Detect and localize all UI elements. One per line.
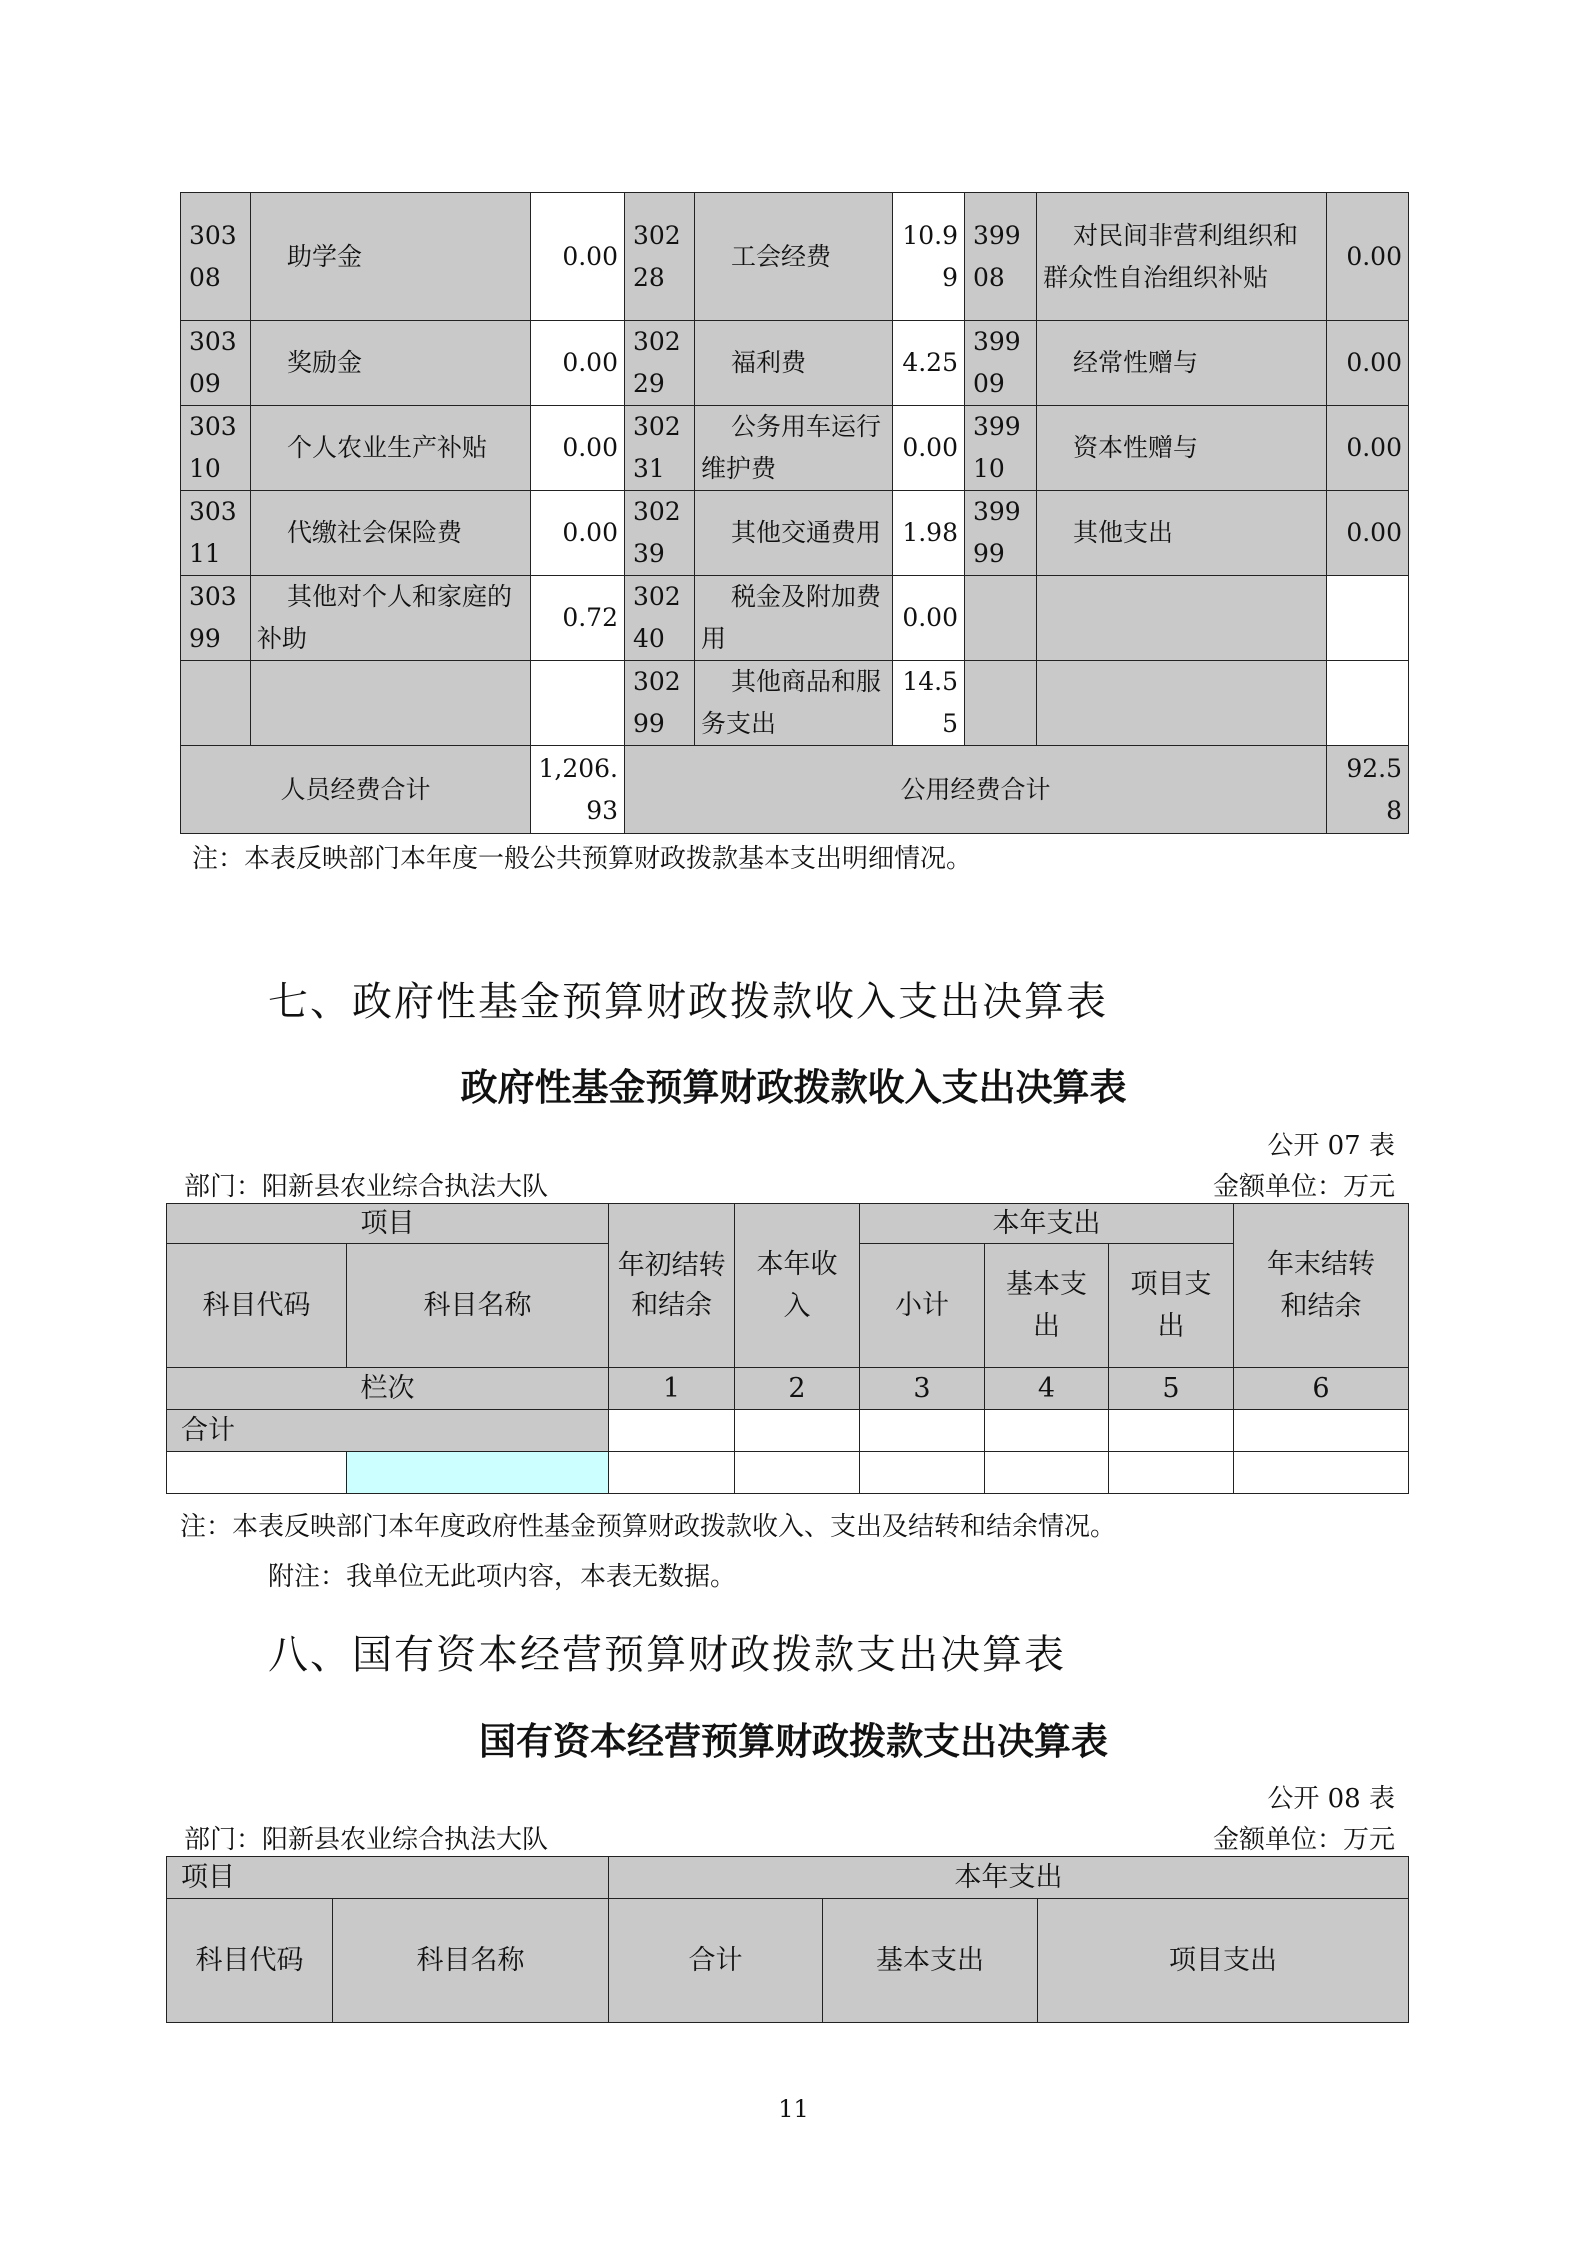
empty-cell [985,1452,1109,1494]
section8-dept: 部门：阳新县农业综合执法大队 [184,1825,549,1855]
code-cell: 39908 [965,193,1037,321]
value-cell: 0.00 [531,321,625,406]
personnel-total-label: 人员经费合计 [181,746,531,834]
name-cell [1037,661,1327,746]
t2-project-header [1109,1244,1234,1368]
empty-cell [735,1410,860,1452]
section7-dept: 部门：阳新县农业综合执法大队 [184,1172,549,1202]
t2-end-balance-text: 年末结转和结余 [1267,1248,1375,1322]
t3-item-header: 项目 [167,1857,609,1899]
public-total-value: 92.58 [1327,746,1409,834]
empty-cell [609,1452,735,1494]
section7-table-no: 公开 07 表 [1267,1131,1395,1161]
name-cell: 其他对个人和家庭的补助 [251,576,531,661]
name-cell [251,661,531,746]
t2-subtotal-header: 小计 [860,1244,985,1368]
code-cell: 30309 [181,321,251,406]
t2-expense-header: 本年支出 [860,1204,1234,1244]
name-cell: 经常性赠与 [1037,321,1327,406]
code-cell: 30240 [625,576,695,661]
section8-heading: 八、国有资本经营预算财政拨款支出决算表 [268,1632,1066,1678]
column-number: 6 [1234,1368,1409,1410]
empty-cell [860,1452,985,1494]
value-cell: 4.25 [893,321,965,406]
t2-code-header: 科目代码 [167,1244,347,1368]
value-cell [1327,576,1409,661]
name-cell [1037,576,1327,661]
value-cell [1327,661,1409,746]
value-cell: 0.00 [1327,193,1409,321]
code-cell: 30228 [625,193,695,321]
t2-project-text: 项目支出 [1130,1268,1212,1342]
value-cell [531,661,625,746]
state-capital-table [166,1856,1409,2023]
t2-income-header [735,1204,860,1368]
name-cell: 资本性赠与 [1037,406,1327,491]
t3-expense-header: 本年支出 [609,1857,1409,1899]
empty-cell [860,1410,985,1452]
column-number: 2 [735,1368,860,1410]
section8-table-no: 公开 08 表 [1267,1784,1395,1814]
table-row [181,193,1409,321]
value-cell: 0.00 [893,576,965,661]
name-cell: 福利费 [695,321,893,406]
code-cell [965,576,1037,661]
basic-expense-detail-table [180,192,1409,834]
t2-basic-text: 基本支出 [1005,1268,1087,1342]
section7-note: 注：本表反映部门本年度政府性基金预算财政拨款收入、支出及结转和结余情况。 [180,1512,1117,1542]
value-cell: 0.00 [531,193,625,321]
t2-begin-balance-header [609,1204,735,1368]
name-cell: 其他商品和服务支出 [695,661,893,746]
t2-name-header: 科目名称 [347,1244,609,1368]
value-cell: 10.99 [893,193,965,321]
t3-total-header: 合计 [609,1899,823,2023]
t2-basic-header [985,1244,1109,1368]
section7-title: 政府性基金预算财政拨款收入支出决算表 [460,1066,1127,1109]
t2-income-text: 本年收入 [756,1248,838,1322]
table-row [181,491,1409,576]
empty-cell [1109,1452,1234,1494]
t2-end-balance-header [1234,1204,1409,1368]
value-cell: 0.00 [531,491,625,576]
table1-note: 注：本表反映部门本年度一般公共预算财政拨款基本支出明细情况。 [192,844,973,874]
name-cell: 公务用车运行维护费 [695,406,893,491]
empty-cell [735,1452,860,1494]
code-cell [181,661,251,746]
code-cell: 30231 [625,406,695,491]
code-cell: 39909 [965,321,1037,406]
code-cell: 30311 [181,491,251,576]
name-cell: 其他支出 [1037,491,1327,576]
code-cell: 30299 [625,661,695,746]
value-cell: 0.00 [1327,406,1409,491]
code-cell: 30229 [625,321,695,406]
empty-cell [1234,1410,1409,1452]
name-cell: 代缴社会保险费 [251,491,531,576]
table-row [181,576,1409,661]
t2-begin-balance-text: 年初结转和结余 [617,1249,726,1321]
empty-cell [609,1410,735,1452]
table-row [181,406,1409,491]
column-number: 5 [1109,1368,1234,1410]
name-cell: 个人农业生产补贴 [251,406,531,491]
t2-empty-code [167,1452,347,1494]
value-cell: 0.00 [531,406,625,491]
page-number: 11 [778,2095,809,2123]
public-total-label: 公用经费合计 [625,746,1327,834]
personnel-total-value: 1,206.93 [531,746,625,834]
section7-unit: 金额单位：万元 [1212,1172,1395,1202]
t3-project-header: 项目支出 [1038,1899,1409,2023]
column-number: 4 [985,1368,1109,1410]
name-cell: 税金及附加费用 [695,576,893,661]
value-cell: 0.72 [531,576,625,661]
name-cell: 助学金 [251,193,531,321]
empty-cell [985,1410,1109,1452]
name-cell: 工会经费 [695,193,893,321]
value-cell: 0.00 [1327,321,1409,406]
code-cell: 30239 [625,491,695,576]
t2-empty-name [347,1452,609,1494]
t3-name-header: 科目名称 [333,1899,609,2023]
t3-code-header: 科目代码 [167,1899,333,2023]
name-cell: 奖励金 [251,321,531,406]
column-number: 1 [609,1368,735,1410]
code-cell: 39999 [965,491,1037,576]
value-cell: 0.00 [1327,491,1409,576]
section8-title: 国有资本经营预算财政拨款支出决算表 [479,1720,1108,1763]
empty-cell [1109,1410,1234,1452]
t3-basic-header: 基本支出 [823,1899,1038,2023]
code-cell [965,661,1037,746]
t2-row-label: 栏次 [167,1368,609,1410]
table-row [181,321,1409,406]
gov-fund-table [166,1203,1409,1494]
value-cell: 1.98 [893,491,965,576]
t2-item-header: 项目 [167,1204,609,1244]
t2-total-label: 合计 [167,1410,609,1452]
section7-heading: 七、政府性基金预算财政拨款收入支出决算表 [268,979,1108,1025]
name-cell: 其他交通费用 [695,491,893,576]
table-row [181,661,1409,746]
value-cell: 0.00 [893,406,965,491]
column-number: 3 [860,1368,985,1410]
empty-cell [1234,1452,1409,1494]
code-cell: 30399 [181,576,251,661]
code-cell: 30308 [181,193,251,321]
totals-row [181,746,1409,834]
section7-appendix: 附注：我单位无此项内容，本表无数据。 [268,1562,737,1592]
name-cell: 对民间非营利组织和群众性自治组织补贴 [1037,193,1327,321]
code-cell: 30310 [181,406,251,491]
code-cell: 39910 [965,406,1037,491]
value-cell: 14.55 [893,661,965,746]
section8-unit: 金额单位：万元 [1212,1825,1395,1855]
